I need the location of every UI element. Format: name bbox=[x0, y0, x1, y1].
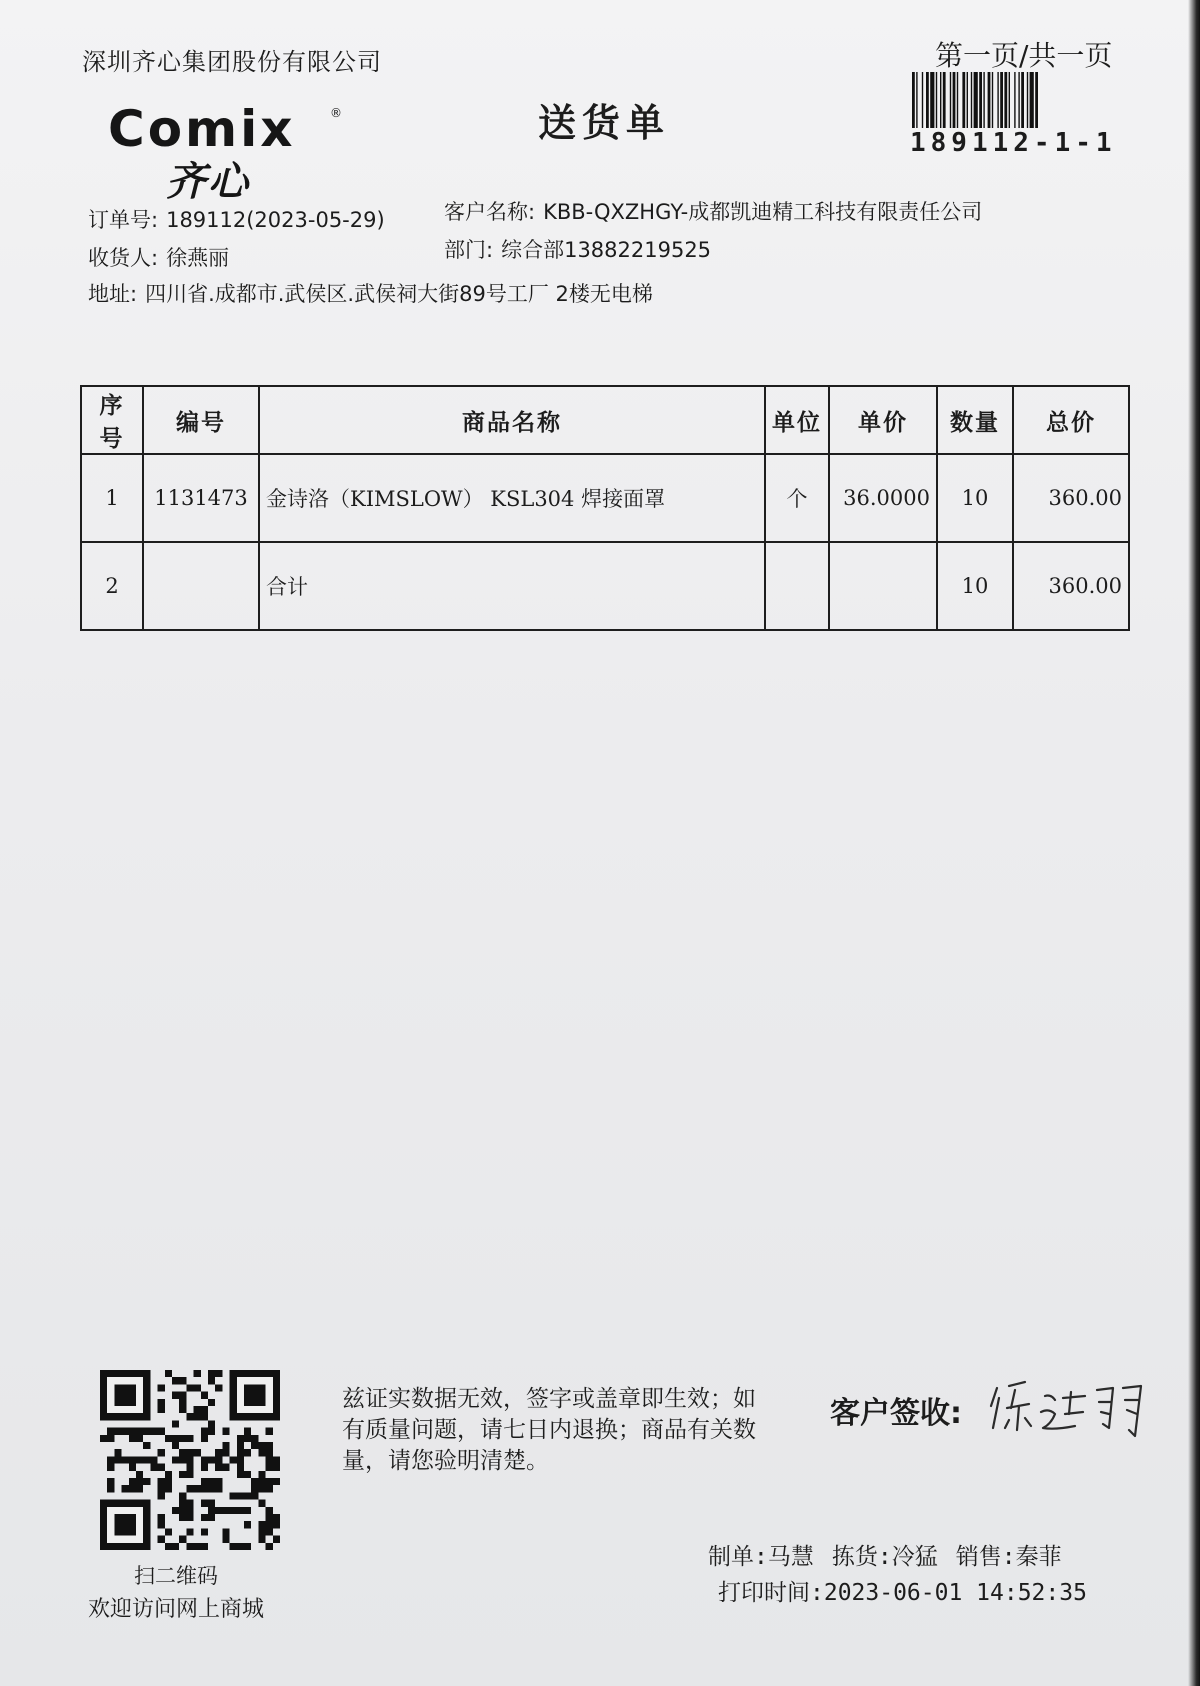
items-table bbox=[80, 385, 1130, 631]
qr-module bbox=[194, 1449, 201, 1456]
qr-module bbox=[266, 1442, 273, 1449]
qr-module bbox=[266, 1485, 273, 1492]
qr-module bbox=[186, 1514, 193, 1521]
cell-unit bbox=[765, 542, 829, 630]
qr-module bbox=[136, 1428, 143, 1435]
qr-module bbox=[107, 1456, 114, 1463]
qr-module bbox=[230, 1456, 237, 1463]
qr-module bbox=[201, 1478, 208, 1485]
qr-module bbox=[179, 1536, 186, 1543]
address bbox=[88, 278, 653, 308]
qr-module bbox=[172, 1435, 179, 1442]
qr-module bbox=[186, 1543, 193, 1550]
qr-module bbox=[258, 1500, 265, 1507]
qr-module bbox=[258, 1478, 265, 1485]
qr-module bbox=[244, 1428, 251, 1435]
qr-module bbox=[273, 1536, 280, 1543]
qr-module bbox=[114, 1428, 121, 1435]
qr-module bbox=[222, 1449, 229, 1456]
barcode-bar bbox=[953, 72, 956, 128]
barcode-bar bbox=[916, 72, 917, 128]
cell-quantity: 10 bbox=[937, 454, 1013, 542]
qr-module bbox=[215, 1485, 222, 1492]
barcode-bar bbox=[997, 72, 998, 128]
qr-module bbox=[258, 1442, 265, 1449]
qr-module bbox=[186, 1384, 193, 1391]
qr-module bbox=[179, 1449, 186, 1456]
qr-module bbox=[244, 1521, 251, 1528]
qr-module bbox=[179, 1435, 186, 1442]
qr-module bbox=[201, 1528, 208, 1535]
qr-module bbox=[208, 1399, 215, 1406]
qr-module bbox=[158, 1536, 165, 1543]
qr-module bbox=[201, 1392, 208, 1399]
qr-module bbox=[165, 1478, 172, 1485]
qr-module bbox=[266, 1507, 273, 1514]
order-number-label: 订单号: bbox=[88, 208, 159, 232]
qr-module bbox=[251, 1492, 258, 1499]
qr-module bbox=[208, 1370, 215, 1377]
cell-unit-price: 36.0000 bbox=[829, 454, 937, 542]
qr-module bbox=[114, 1456, 121, 1463]
qr-module bbox=[237, 1456, 244, 1463]
qr-module bbox=[215, 1464, 222, 1471]
order-number-value: 189112(2023-05-29) bbox=[166, 208, 385, 232]
cell-code bbox=[143, 542, 259, 630]
qr-module bbox=[222, 1464, 229, 1471]
qr-module bbox=[158, 1478, 165, 1485]
qr-module bbox=[107, 1485, 114, 1492]
maker: 制单:马慧 bbox=[708, 1544, 814, 1570]
cell-quantity: 10 bbox=[937, 542, 1013, 630]
cell-total: 360.00 bbox=[1013, 454, 1129, 542]
qr-module bbox=[158, 1384, 165, 1391]
barcode-bar bbox=[922, 72, 923, 128]
qr-module bbox=[208, 1428, 215, 1435]
barcode-bar bbox=[940, 72, 941, 128]
comix-logo bbox=[108, 100, 344, 205]
qr-module bbox=[230, 1543, 237, 1550]
qr-module bbox=[158, 1399, 165, 1406]
qr-module bbox=[129, 1485, 136, 1492]
qr-module bbox=[179, 1492, 186, 1499]
cell-product-name: 合计 bbox=[259, 542, 765, 630]
qr-module bbox=[136, 1435, 143, 1442]
qr-module bbox=[179, 1377, 186, 1384]
cell-unit-price bbox=[829, 542, 937, 630]
qr-module bbox=[237, 1442, 244, 1449]
qr-module bbox=[251, 1442, 258, 1449]
qr-module bbox=[215, 1507, 222, 1514]
qr-module bbox=[201, 1435, 208, 1442]
qr-module bbox=[122, 1485, 129, 1492]
barcode-bar bbox=[967, 72, 968, 128]
document-title: 送货单 bbox=[538, 101, 671, 145]
qr-module bbox=[230, 1507, 237, 1514]
qr-module bbox=[215, 1456, 222, 1463]
qr-module bbox=[273, 1521, 280, 1528]
barcode-bar bbox=[1035, 72, 1038, 128]
qr-module bbox=[129, 1428, 136, 1435]
qr-module bbox=[244, 1492, 251, 1499]
barcode-bar bbox=[971, 72, 972, 128]
qr-caption-mall: 欢迎访问网上商城 bbox=[88, 1597, 265, 1622]
qr-module bbox=[136, 1485, 143, 1492]
cell-unit: 个 bbox=[765, 454, 829, 542]
barcode-bar bbox=[1000, 72, 1003, 128]
header-total: 总价 bbox=[1013, 386, 1129, 454]
qr-module bbox=[136, 1478, 143, 1485]
qr-module bbox=[179, 1399, 186, 1406]
qr-module bbox=[107, 1428, 114, 1435]
qr-module bbox=[179, 1471, 186, 1478]
qr-module bbox=[107, 1435, 114, 1442]
qr-module bbox=[122, 1428, 129, 1435]
qr-module bbox=[208, 1485, 215, 1492]
qr-module bbox=[244, 1543, 251, 1550]
qr-module bbox=[215, 1370, 222, 1377]
qr-module bbox=[179, 1507, 186, 1514]
qr-module bbox=[258, 1485, 265, 1492]
qr-module bbox=[158, 1521, 165, 1528]
qr-module bbox=[208, 1500, 215, 1507]
qr-finder bbox=[244, 1384, 266, 1406]
qr-module bbox=[266, 1521, 273, 1528]
barcode-bar bbox=[979, 72, 982, 128]
qr-module bbox=[186, 1528, 193, 1535]
barcode-bar bbox=[936, 72, 937, 128]
receiver bbox=[88, 242, 229, 272]
header-unit-price: 单价 bbox=[829, 386, 937, 454]
qr-module bbox=[230, 1492, 237, 1499]
customer-name-label: 客户名称: bbox=[444, 200, 536, 224]
handwritten-signature bbox=[985, 1368, 1160, 1458]
qr-module bbox=[165, 1543, 172, 1550]
qr-module bbox=[172, 1543, 179, 1550]
qr-module bbox=[100, 1435, 107, 1442]
page-indicator: 第一页/共一页 bbox=[935, 39, 1113, 72]
qr-module bbox=[237, 1507, 244, 1514]
order-number bbox=[88, 204, 385, 234]
qr-module bbox=[165, 1485, 172, 1492]
qr-module bbox=[143, 1478, 150, 1485]
qr-module bbox=[244, 1449, 251, 1456]
qr-module bbox=[143, 1442, 150, 1449]
receiver-label: 收货人: bbox=[88, 246, 159, 270]
barcode-bar bbox=[1018, 72, 1019, 128]
table-row bbox=[81, 542, 1129, 630]
sales: 销售:秦菲 bbox=[955, 1544, 1062, 1570]
qr-module bbox=[150, 1464, 157, 1471]
qr-module bbox=[273, 1478, 280, 1485]
header-product-name: 商品名称 bbox=[259, 386, 765, 454]
barcode-bar bbox=[1004, 72, 1007, 128]
qr-module bbox=[266, 1543, 273, 1550]
qr-module bbox=[258, 1521, 265, 1528]
qr-module bbox=[165, 1471, 172, 1478]
qr-module bbox=[237, 1492, 244, 1499]
cell-code: 1131473 bbox=[143, 454, 259, 542]
qr-module bbox=[222, 1428, 229, 1435]
qr-module bbox=[172, 1377, 179, 1384]
qr-module bbox=[266, 1514, 273, 1521]
table-row bbox=[81, 454, 1129, 542]
qr-module bbox=[237, 1435, 244, 1442]
qr-module bbox=[273, 1456, 280, 1463]
qr-module bbox=[201, 1485, 208, 1492]
qr-module bbox=[194, 1485, 201, 1492]
qr-module bbox=[107, 1464, 114, 1471]
qr-module bbox=[165, 1528, 172, 1535]
qr-module bbox=[258, 1536, 265, 1543]
qr-module bbox=[251, 1435, 258, 1442]
qr-module bbox=[201, 1543, 208, 1550]
qr-module bbox=[172, 1442, 179, 1449]
barcode-bar bbox=[930, 72, 934, 128]
qr-module bbox=[186, 1500, 193, 1507]
qr-module bbox=[201, 1406, 208, 1413]
barcode-bar bbox=[912, 72, 915, 128]
barcode-bar bbox=[988, 72, 991, 128]
department-label: 部门: bbox=[444, 238, 494, 262]
barcode-text: 189112-1-1 bbox=[910, 128, 1117, 158]
qr-module bbox=[237, 1543, 244, 1550]
qr-module bbox=[222, 1442, 229, 1449]
header-seq: 序号 bbox=[81, 386, 143, 454]
barcode-bar bbox=[992, 72, 993, 128]
qr-module bbox=[150, 1428, 157, 1435]
qr-module bbox=[172, 1420, 179, 1427]
qr-module bbox=[201, 1464, 208, 1471]
qr-module bbox=[237, 1464, 244, 1471]
barcode-bar bbox=[983, 72, 984, 128]
qr-module bbox=[258, 1471, 265, 1478]
staff-line bbox=[708, 1538, 1080, 1571]
qr-module bbox=[266, 1528, 273, 1535]
qr-module bbox=[122, 1456, 129, 1463]
barcode-bar bbox=[1030, 72, 1034, 128]
customer-sign-label: 客户签收: bbox=[830, 1396, 962, 1431]
header-code: 编号 bbox=[143, 386, 259, 454]
qr-module bbox=[179, 1456, 186, 1463]
qr-module bbox=[244, 1435, 251, 1442]
barcode-bar bbox=[1014, 72, 1015, 128]
qr-module bbox=[107, 1478, 114, 1485]
qr-module bbox=[172, 1456, 179, 1463]
logo-brand-en: Comix bbox=[108, 100, 296, 158]
qr-module bbox=[208, 1420, 215, 1427]
qr-module bbox=[129, 1464, 136, 1471]
qr-module bbox=[208, 1507, 215, 1514]
qr-module bbox=[158, 1485, 165, 1492]
customer-name-value: KBB-QXZHGY-成都凯迪精工科技有限责任公司 bbox=[543, 200, 983, 224]
qr-module bbox=[201, 1456, 208, 1463]
logo-registered-mark: ® bbox=[330, 106, 342, 120]
qr-module bbox=[194, 1384, 201, 1391]
cell-seq: 2 bbox=[81, 542, 143, 630]
qr-module bbox=[143, 1428, 150, 1435]
barcode-bar bbox=[1021, 72, 1024, 128]
qr-module bbox=[172, 1392, 179, 1399]
qr-module bbox=[215, 1478, 222, 1485]
qr-module bbox=[186, 1471, 193, 1478]
qr-module bbox=[266, 1464, 273, 1471]
qr-module bbox=[201, 1500, 208, 1507]
qr-code bbox=[100, 1370, 280, 1550]
qr-module bbox=[273, 1514, 280, 1521]
qr-finder bbox=[114, 1384, 136, 1406]
barcode-bar bbox=[1027, 72, 1028, 128]
qr-module bbox=[186, 1485, 193, 1492]
address-value: 四川省.成都市.武侯区.武侯祠大街89号工厂 2楼无电梯 bbox=[145, 282, 653, 306]
qr-module bbox=[186, 1413, 193, 1420]
qr-module bbox=[258, 1449, 265, 1456]
qr-module bbox=[222, 1536, 229, 1543]
qr-finder bbox=[114, 1514, 136, 1536]
cell-total: 360.00 bbox=[1013, 542, 1129, 630]
qr-module bbox=[208, 1514, 215, 1521]
qr-module bbox=[237, 1471, 244, 1478]
qr-module bbox=[266, 1428, 273, 1435]
qr-module bbox=[186, 1507, 193, 1514]
qr-module bbox=[136, 1456, 143, 1463]
qr-module bbox=[179, 1514, 186, 1521]
qr-module bbox=[244, 1471, 251, 1478]
qr-module bbox=[150, 1456, 157, 1463]
qr-module bbox=[266, 1449, 273, 1456]
qr-module bbox=[179, 1392, 186, 1399]
logo-brand-zh: 齐心 bbox=[166, 159, 250, 205]
qr-module bbox=[165, 1435, 172, 1442]
qr-module bbox=[186, 1456, 193, 1463]
qr-module bbox=[244, 1507, 251, 1514]
qr-module bbox=[201, 1428, 208, 1435]
qr-module bbox=[158, 1449, 165, 1456]
qr-module bbox=[215, 1449, 222, 1456]
qr-module bbox=[194, 1370, 201, 1377]
cell-product-name: 金诗洛（KIMSLOW） KSL304 焊接面罩 bbox=[259, 454, 765, 542]
qr-module bbox=[186, 1449, 193, 1456]
qr-module bbox=[158, 1514, 165, 1521]
qr-module bbox=[201, 1413, 208, 1420]
barcode-bar bbox=[974, 72, 978, 128]
barcode-bar bbox=[943, 72, 946, 128]
cell-seq: 1 bbox=[81, 454, 143, 542]
qr-caption-scan: 扫二维码 bbox=[134, 1564, 218, 1588]
qr-module bbox=[158, 1428, 165, 1435]
company-name: 深圳齐心集团股份有限公司 bbox=[82, 48, 382, 76]
qr-module bbox=[273, 1464, 280, 1471]
table-header-row bbox=[81, 386, 1129, 454]
qr-module bbox=[143, 1456, 150, 1463]
receiver-value: 徐燕丽 bbox=[166, 246, 230, 270]
qr-module bbox=[266, 1456, 273, 1463]
qr-module bbox=[251, 1485, 258, 1492]
qr-module bbox=[194, 1543, 201, 1550]
qr-module bbox=[251, 1478, 258, 1485]
qr-module bbox=[186, 1464, 193, 1471]
qr-module bbox=[222, 1528, 229, 1535]
customer-name bbox=[444, 196, 982, 226]
header-unit: 单位 bbox=[765, 386, 829, 454]
qr-module bbox=[165, 1370, 172, 1377]
qr-module bbox=[172, 1507, 179, 1514]
barcode-bar bbox=[962, 72, 965, 128]
qr-module bbox=[258, 1528, 265, 1535]
qr-module bbox=[208, 1377, 215, 1384]
barcode-bar bbox=[957, 72, 958, 128]
department-value: 综合部13882219525 bbox=[501, 238, 712, 262]
qr-module bbox=[158, 1406, 165, 1413]
picker: 拣货:冷猛 bbox=[831, 1544, 938, 1570]
qr-module bbox=[179, 1500, 186, 1507]
barcode-graphic bbox=[912, 72, 1122, 128]
department bbox=[444, 234, 711, 264]
qr-module bbox=[266, 1478, 273, 1485]
qr-module bbox=[136, 1471, 143, 1478]
qr-module bbox=[237, 1449, 244, 1456]
qr-module bbox=[158, 1464, 165, 1471]
qr-module bbox=[194, 1406, 201, 1413]
print-time: 打印时间:2023-06-01 14:52:35 bbox=[718, 1580, 1087, 1606]
address-label: 地址: bbox=[88, 282, 138, 306]
qr-module bbox=[201, 1514, 208, 1521]
notice-text: 兹证实数据无效，签字或盖章即生效；如有质量问题，请七日内退换；商品有关数量，请您验明清楚。 bbox=[342, 1386, 756, 1474]
qr-module bbox=[129, 1478, 136, 1485]
qr-module bbox=[194, 1413, 201, 1420]
barcode-bar bbox=[950, 72, 951, 128]
qr-module bbox=[129, 1456, 136, 1463]
qr-module bbox=[186, 1435, 193, 1442]
qr-module bbox=[208, 1478, 215, 1485]
qr-module bbox=[158, 1492, 165, 1499]
barcode-bar bbox=[926, 72, 929, 128]
header-quantity: 数量 bbox=[937, 386, 1013, 454]
qr-module bbox=[114, 1449, 121, 1456]
qr-module bbox=[179, 1406, 186, 1413]
barcode-bar bbox=[1009, 72, 1010, 128]
qr-module bbox=[129, 1435, 136, 1442]
qr-module bbox=[215, 1384, 222, 1391]
qr-module bbox=[222, 1507, 229, 1514]
qr-module bbox=[208, 1456, 215, 1463]
